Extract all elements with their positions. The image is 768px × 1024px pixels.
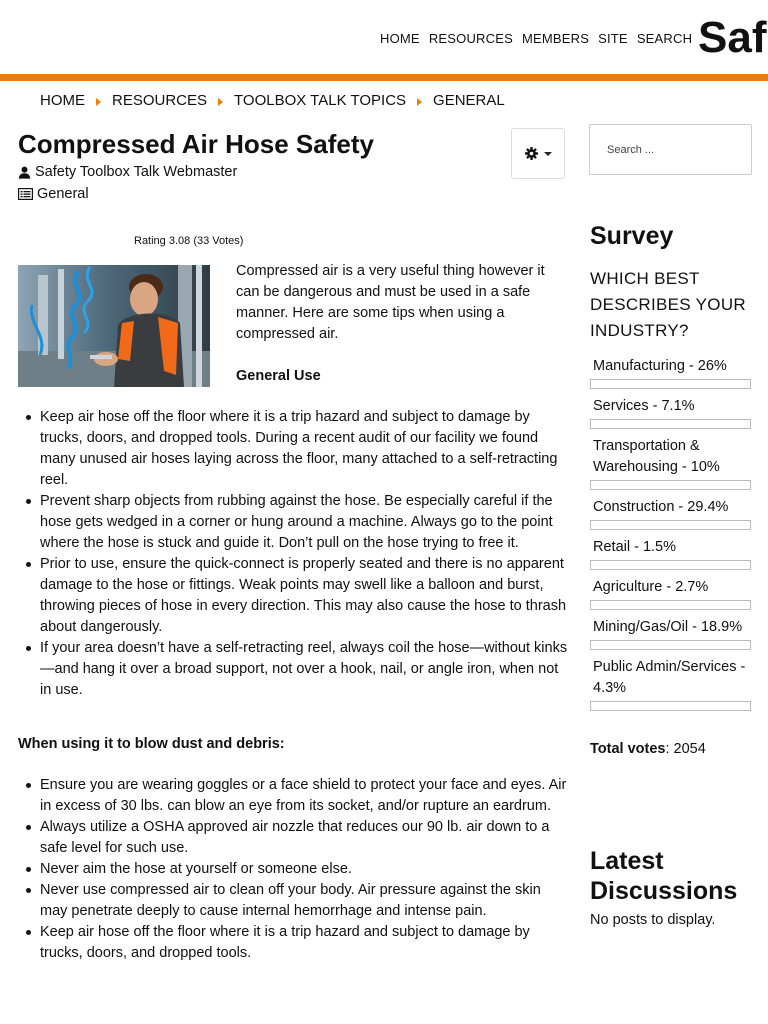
- breadcrumb-arrow-icon: [96, 98, 101, 106]
- poll-option-services: [590, 396, 752, 429]
- nav-search-link[interactable]: SEARCH: [636, 31, 693, 46]
- poll-bar: [590, 600, 751, 610]
- survey-question: WHICH BEST DESCRIBES YOUR INDUSTRY?: [590, 269, 746, 340]
- breadcrumb-arrow-icon: [218, 98, 223, 106]
- breadcrumb-arrow-icon: [417, 98, 422, 106]
- article-author: [18, 164, 237, 180]
- breadcrumb-home[interactable]: HOME: [40, 92, 85, 109]
- poll-results: [590, 356, 752, 718]
- nav-members-link[interactable]: MEMBERS: [521, 31, 590, 46]
- poll-option-manufacturing: [590, 356, 752, 389]
- blow-dust-list: [18, 775, 570, 964]
- poll-bar: [590, 520, 751, 530]
- page-title: Compressed Air Hose Safety: [18, 129, 374, 159]
- chevron-down-icon: [544, 152, 552, 156]
- total-votes-label: Total votes: [590, 741, 666, 757]
- gear-icon: [525, 147, 538, 160]
- list-item: Prevent sharp objects from rubbing against the hose. Be especially careful if the hose gets wedged in a corner or hung around a machine. Always go to the point where the hose is stuck and guide it. Don’t pull on the hose trying to free it.: [18, 491, 570, 554]
- header-divider: [0, 74, 768, 81]
- site-logo[interactable]: Saf: [698, 13, 767, 62]
- poll-option-label: Construction - 29.4%: [593, 499, 729, 515]
- poll-option-label: Public Admin/Services - 4.3%: [593, 659, 746, 696]
- main-menu: [380, 31, 692, 46]
- poll-bar: [590, 480, 751, 490]
- breadcrumb: [40, 92, 505, 109]
- article-image: [18, 265, 210, 387]
- poll-option-transportation: [590, 436, 752, 490]
- general-use-list: [18, 407, 570, 701]
- list-item: Ensure you are wearing goggles or a face shield to protect your face and eyes. Air in excess of 30 lbs. can blow an eye from its socket, and/or rupture an eardrum.: [18, 775, 570, 817]
- total-votes-value: : 2054: [665, 741, 706, 757]
- search-input[interactable]: [589, 124, 752, 175]
- no-posts-message: No posts to display.: [590, 912, 716, 928]
- nav-resources-link[interactable]: RESOURCES: [428, 31, 513, 46]
- breadcrumb-general: GENERAL: [433, 92, 505, 109]
- category-name[interactable]: General: [37, 186, 89, 202]
- poll-bar: [590, 560, 751, 570]
- nav-home-link[interactable]: HOME: [380, 31, 420, 46]
- breadcrumb-resources[interactable]: RESOURCES: [112, 92, 208, 109]
- author-name[interactable]: Safety Toolbox Talk Webmaster: [35, 164, 238, 180]
- article-tools-button[interactable]: [511, 128, 565, 179]
- poll-option-agriculture: [590, 577, 752, 610]
- list-item: If your area doesn’t have a self-retracting reel, always coil the hose—without kinks—and hang it over a broad support, not over a hook, nail, or angle iron, when not in use.: [18, 638, 570, 701]
- top-navigation: [0, 0, 768, 76]
- article-rating: Rating 3.08 (33 Votes): [134, 235, 244, 247]
- poll-option-label: Manufacturing - 26%: [593, 358, 727, 374]
- blow-dust-heading: When using it to blow dust and debris:: [18, 736, 285, 752]
- poll-bar: [590, 640, 751, 650]
- latest-discussions-title: Latest Discussions: [590, 847, 738, 905]
- poll-option-retail: [590, 537, 752, 570]
- category-list-icon: [18, 188, 33, 200]
- nav-site-link[interactable]: SITE: [598, 31, 628, 46]
- poll-option-label: Mining/Gas/Oil - 18.9%: [593, 619, 743, 635]
- list-item: Always utilize a OSHA approved air nozzle that reduces our 90 lb. air down to a safe level for such use.: [18, 817, 570, 859]
- general-use-heading: General Use: [236, 368, 321, 384]
- article-intro: Compressed air is a very useful thing however it can be dangerous and must be used in a safe manner. Here are some tips when using a compressed air.: [236, 263, 545, 342]
- article-category: [18, 186, 89, 202]
- poll-option-construction: [590, 497, 752, 530]
- list-item: Keep air hose off the floor where it is a trip hazard and subject to damage by trucks, doors, and dropped tools.: [18, 922, 570, 964]
- poll-option-label: Agriculture - 2.7%: [593, 579, 709, 595]
- poll-option-label: Transportation & Warehousing - 10%: [593, 438, 720, 475]
- list-item: Prior to use, ensure the quick-connect is properly seated and there is no apparent damage to the hose or fittings. Weak points may swell like a balloon and burst, throwing pieces of hose in every direction. This may also cause the hose to thrash about dangerously.: [18, 554, 570, 638]
- user-icon: [18, 166, 31, 179]
- list-item: Never use compressed air to clean off your body. Air pressure against the skin may penetrate deeply to cause internal hemorrhage and intense pain.: [18, 880, 570, 922]
- list-item: Keep air hose off the floor where it is a trip hazard and subject to damage by trucks, doors, and dropped tools. During a recent audit of our facility we found many unused air hoses laying across the floor, many attached to a self-retracting reel.: [18, 407, 570, 491]
- poll-bar: [590, 701, 751, 711]
- list-item: Never aim the hose at yourself or someone else.: [18, 859, 570, 880]
- poll-bar: [590, 419, 751, 429]
- survey-title: Survey: [590, 222, 674, 250]
- poll-option-label: Services - 7.1%: [593, 398, 695, 414]
- total-votes: [590, 741, 706, 757]
- breadcrumb-toolbox-talk-topics[interactable]: TOOLBOX TALK TOPICS: [234, 92, 407, 109]
- poll-option-label: Retail - 1.5%: [593, 539, 677, 555]
- poll-option-public-admin: [590, 657, 752, 711]
- poll-bar: [590, 379, 751, 389]
- poll-option-mining: [590, 617, 752, 650]
